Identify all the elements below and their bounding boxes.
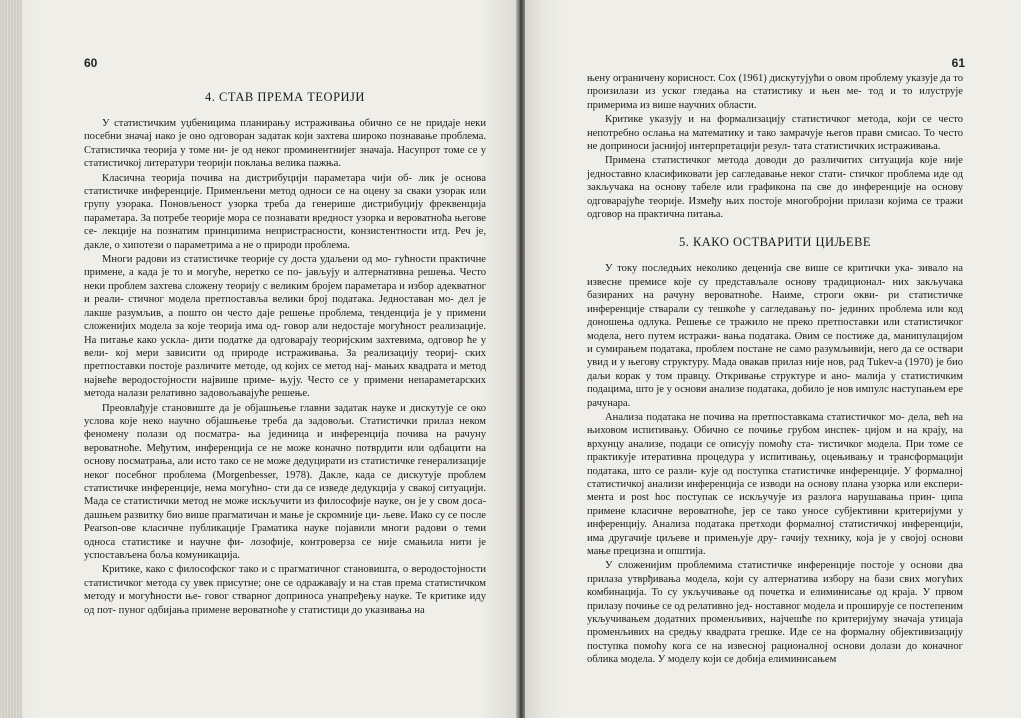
- paragraph: У сложенијим проблемима статистичке инференције постоје у основи два прилаза утврђивања модела, који су алтернатива избору на бази свих могућих комбинација. То су укључивање од почетка и елиминисање од краја. У првом прилазу почиње се од релативно јед- ноставног модела и проширује се постепеним укључивањем додатних променљивих, најчешће по критеријуму значаја утицаја променљивих на средњу квадрата грешке. Иде се на формалну објективизацију поступка помоћу кога се на извесној рационалној основи долази до коначног облика модела. У моделу који се добија елиминисањем: [587, 560, 963, 666]
- right-page: [525, 0, 1021, 718]
- page-number: 60: [84, 56, 98, 70]
- paragraph: њену ограничену корисност. Cox (1961) дискутујући о овом проблему указује да то произилази из уског гледања на статистику и њен ме- тод и то илуструје примерима из више научних области.: [587, 73, 963, 111]
- book-gutter: [516, 0, 525, 718]
- body-text: [587, 72, 963, 221]
- paragraph: Примена статистичког метода доводи до различитих ситуација које није једноставно класификовати јер сагледавање неког стати- стичког проблема иде од закључака на основу табеле или графикона па све до инференције на основу одговарајуће теорије. Између њих постоје многобројни прилази којима се тражи одговор на практична питања.: [587, 155, 963, 221]
- section-heading: 4. СТАВ ПРЕМА ТЕОРИЈИ: [205, 90, 365, 104]
- paragraph: Критике указују и на формализацију статистичког метода, који се често непотребно ослања на математику и тако замрачује његов прави смисао. То често не доприноси јаснијој интерпретацији резул- тата статистичких истраживања.: [587, 114, 963, 153]
- paragraph: Анализа података не почива на претпоставкама статистичког мо- дела, већ на њиховом испитивању. Обично се почиње грубом инспек- цијом и на крају, на врхунцу анализе, подаци се описују помоћу ста- тистичког модела. При томе се практикује итеративна процедура у испитивању, оцењивању и трансформацији података, што се разли- кује од поступка статистичке инференције. У формалној статистичкој анализи инференција се изводи на основу плана узорка или експери- мента и post hoc поступак се искључује из разлога нарушавања прин- ципа примене класичне вероватноће, јер се тако уносе субјективни критеријуми у инференцију. Анализа података претходи формалној статистичкој инференцији, има другачије циљеве и примењује дру- гачију технику, која је у својој основи мање прецизна и општија.: [587, 411, 963, 557]
- paragraph: У статистичким уџбеницима планирању истраживања обично се не придаје неки посебни значај иако је оно одговоран задатак који захтева широко познавање проблема. Статистичка теорија у томе ни- је од неког проминентнијег значаја. Насупрот томе се у статистичкој литератури теорији поклања велика пажња.: [84, 118, 486, 170]
- paragraph: Критике, како с философског тако и с прагматичног становишта, о веродостојности статистичког метода су увек присутне; оне се одражавају и на став према статистичком методу и могућности ње- говог стварног доприноса унапређењу науке. Те критике иду од пот- пуног одбијања примене вероватноће у статистици до указивања на: [84, 564, 486, 616]
- paragraph: Многи радови из статистичке теорије су доста удаљени од мо- гућности практичне примене, а када је то и могуће, неретко се по- јављују и алтернативна решења. Често неки проблем захтева сложену теорију с великим бројем параметара и избор адекватног и реали- стичног модела претпоставља велики број података. Једноставан мо- дел је лакше разумљив, а пошто он често даје решење проблема, тенденција је у примени сложенијих модела за које теорија има од- говор али недостаје могућност реализације. На питање како ускла- дити податке да одговарају теоријским захтевима, одговор ће у вели- кој мери зависити од природе истраживања. За реализацију теориј- ских претпоставки постоје различите методе, од којих се метод нај- мањих квадрата и метод највеће веродостојности највише приме- њују. Често се у примени непараметарских метода налази релативно задовољавајуће решење.: [84, 254, 486, 400]
- body-text: [84, 117, 486, 617]
- body-text: [587, 262, 963, 666]
- left-page-content: [84, 68, 486, 617]
- paragraph: Преовлађује становиште да је објашњење главни задатак науке и дискутује се око услова које нeко научно објашњење треба да задовољи. Статистички прилаз неком феномену полази од посматра- ња јединица и инференција почива на рачуну вероватноће. Међутим, инференција се не може коначно потврдити или одбацити на основу посматрања, али исто тако се не може дедуцирати из статистичке генерализације неког посебног проблема (Morgenbesser, 1978). Дакле, када се дискутује проблем статистичке инференције, нема могућно- сти да се изведе дедукција у свакој ситуацији. Мада се статистички метод не може искључити из философије науке, он је у свом доса- дашњем развитку био више прагматичан и мање је скромније ци- љеве. Иако су се после Pearson-ове класичне публикације Граматика науке појавили многи радови о теми односа статистике и научне фи- лозофије, контроверза се није смањила нити је успостављена боља комуникација.: [84, 402, 486, 561]
- paragraph: У току последњих неколико деценија све више се критички ука- зивало на извесне премисе које су представљале основу традиционал- них закључака базираних на рачуну вероватноће. Наиме, строги окви- ри статистичке инференције стварали су тешкоће у сагледавању по- јединих проблема или код доношења одлука. Решење се тражило не преко претпоставки или статистичког модела, него путем истражи- вања података. Овим се постиже да, манипулацијом и сумирањем података, проблем постане не само разумљивији, него да се оствари увид и у његову структуру. Мада овакав прилаз није нов, рад Tukev-a (1970) је био даљи корак у том правцу. Откривање структуре и ано- малија у статистичким подацима, што је у основи анализе података, добило је нов импулс наступањем ере рачунара.: [587, 263, 963, 409]
- right-page-content: [587, 72, 963, 667]
- page-number: 61: [951, 56, 965, 70]
- paragraph: Класична теорија почива на дистрибуцији параметара чији об- лик је основа статистичке инференције. Применљени метод односи се на оцену за сваки узорак или групу узорака. Поновљеност узорка треба да генерише дистрибуцију фреквенција параметара. За потребе теорије мора се познавати вредност узорка и вероватноћа његове се- лекције на познатим принципима непристрасности, конзистентности итд. Реч је, дакле, о хипотези о параметрима а не о природи проблема.: [84, 172, 486, 251]
- section-heading: 5. КАКО ОСТВАРИТИ ЦИЉЕВЕ: [678, 235, 872, 250]
- page-edge-stack: [0, 0, 22, 718]
